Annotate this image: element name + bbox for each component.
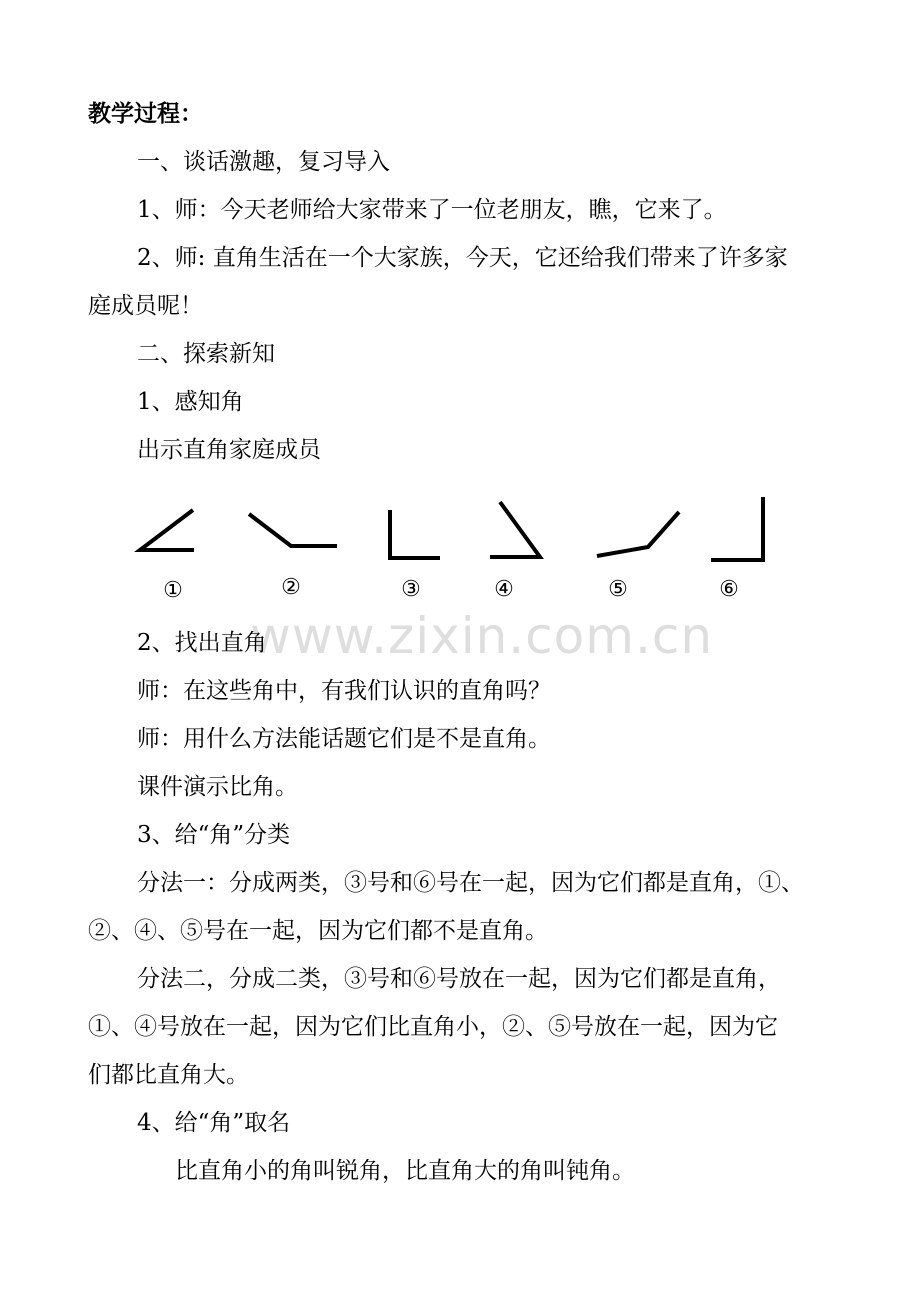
method-2-line-2: ①、④号放在一起，因为它们比直角小，②、⑤号放在一起，因为它 bbox=[88, 1014, 778, 1040]
angle-6-right bbox=[711, 497, 763, 560]
watermark: www.zixin.com.cn bbox=[250, 607, 714, 665]
angle-label-6: ⑥ bbox=[719, 577, 739, 602]
angle-1-acute bbox=[140, 510, 194, 550]
section-2-item-1: 1、感知角 bbox=[137, 389, 244, 415]
angle-label-3: ③ bbox=[401, 577, 421, 602]
paragraph-2-line-1: 2、师: 直角生活在一个大家族，今天，它还给我们带来了许多家 bbox=[137, 245, 788, 271]
angle-5-obtuse bbox=[597, 512, 679, 556]
paragraph-2-line-2: 庭成员呢！ bbox=[88, 293, 203, 319]
angle-4-acute bbox=[490, 502, 540, 557]
angle-3-right bbox=[390, 510, 440, 558]
demo-text: 课件演示比角。 bbox=[137, 774, 298, 800]
section-2-title: 二、探索新知 bbox=[137, 341, 275, 367]
section-2-item-2: 2、找出直角 bbox=[137, 630, 267, 656]
show-angles-text: 出示直角家庭成员 bbox=[137, 437, 321, 463]
angle-label-2: ② bbox=[281, 575, 301, 600]
question-1: 师：在这些角中，有我们认识的直角吗？ bbox=[137, 678, 551, 704]
naming-text: 比直角小的角叫锐角，比直角大的角叫钝角。 bbox=[175, 1158, 635, 1184]
heading: 教学过程： bbox=[88, 100, 203, 127]
method-1-line-2: ②、④、⑤号在一起，因为它们都不是直角。 bbox=[88, 918, 548, 944]
angle-2-obtuse bbox=[249, 514, 337, 546]
angle-label-1: ① bbox=[163, 578, 183, 603]
section-1-title: 一、谈话激趣，复习导入 bbox=[137, 149, 390, 175]
section-2-item-4: 4、给“角”取名 bbox=[137, 1110, 291, 1136]
paragraph-1: 1、师：今天老师给大家带来了一位老朋友，瞧，它来了。 bbox=[137, 197, 727, 223]
section-2-item-3: 3、给“角”分类 bbox=[137, 822, 291, 848]
question-2: 师：用什么方法能话题它们是不是直角。 bbox=[137, 726, 551, 752]
method-2-line-1: 分法二，分成二类，③号和⑥号放在一起，因为它们都是直角， bbox=[137, 966, 781, 992]
angle-figures bbox=[0, 0, 920, 620]
method-2-line-3: 们都比直角大。 bbox=[88, 1062, 249, 1088]
method-1-line-1: 分法一：分成两类，③号和⑥号在一起，因为它们都是直角，①、 bbox=[137, 870, 804, 896]
angle-label-4: ④ bbox=[494, 577, 514, 602]
angle-label-5: ⑤ bbox=[608, 577, 628, 602]
